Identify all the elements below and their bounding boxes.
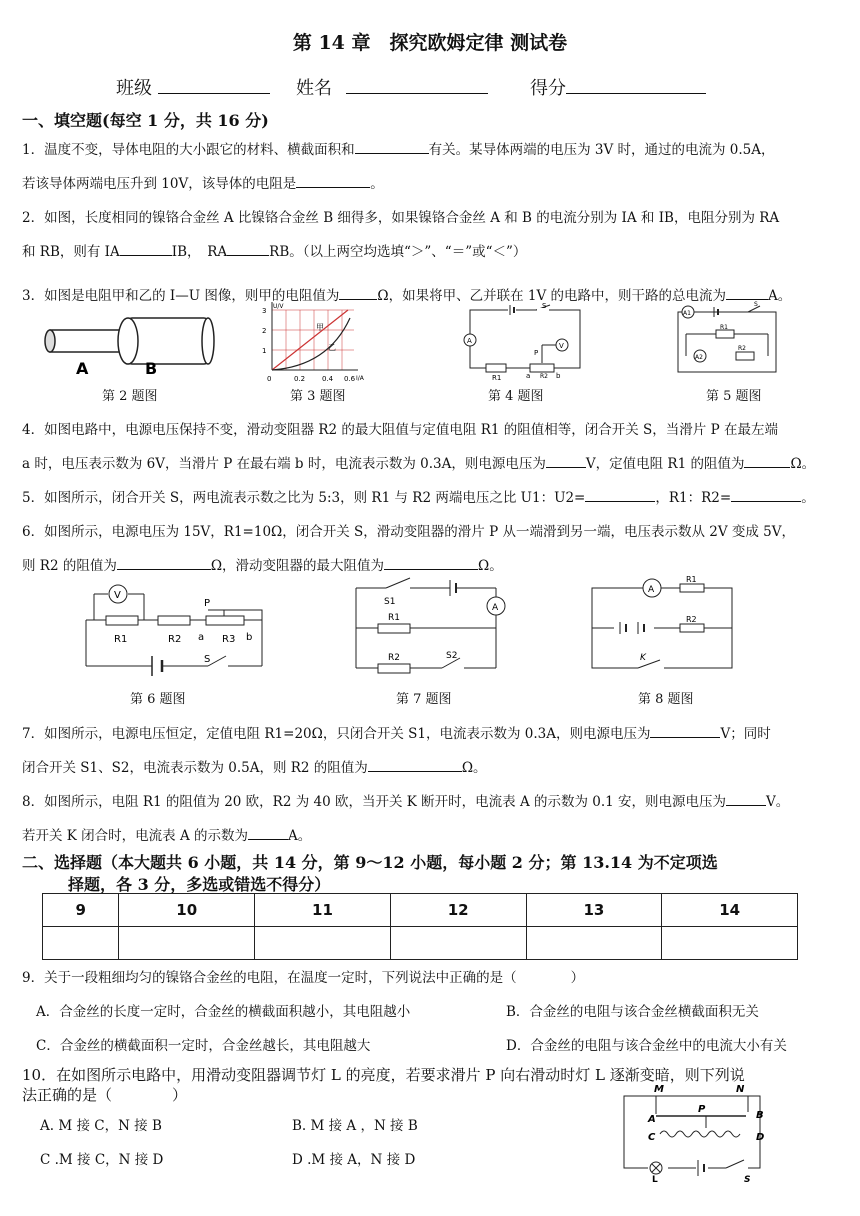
score-field: [530, 74, 706, 100]
svg-text:S: S: [542, 302, 547, 310]
svg-text:3: 3: [262, 307, 267, 315]
svg-text:M: M: [654, 1084, 664, 1095]
q10-line1: 10．在如图所示电路中，用滑动变阻器调节灯 L 的亮度，若要求滑片 P 向右滑动时灯 L 逐渐变暗，则下列说: [22, 1066, 745, 1084]
fig8-caption: 第 8 题图: [638, 692, 694, 707]
q10-option-a[interactable]: A. M 接 C，N 接 B: [40, 1118, 162, 1134]
svg-text:S2: S2: [446, 651, 458, 661]
svg-text:S: S: [754, 301, 758, 308]
fig7-caption: 第 7 题图: [396, 692, 452, 707]
fig8-circuit: [586, 574, 740, 674]
svg-text:B: B: [145, 359, 158, 378]
answer-cell[interactable]: [526, 927, 662, 960]
svg-text:a: a: [526, 372, 531, 380]
svg-text:1: 1: [262, 347, 267, 355]
svg-text:A: A: [648, 585, 655, 595]
svg-text:a: a: [198, 632, 205, 643]
q9-option-b[interactable]: B．合金丝的电阻与该合金丝横截面积无关: [506, 1004, 759, 1020]
fig2-caption: 第 2 题图: [102, 389, 158, 404]
svg-text:P: P: [534, 349, 539, 357]
fig3-caption: 第 3 题图: [290, 389, 346, 404]
svg-text:R2: R2: [540, 373, 548, 380]
fig10-circuit: [612, 1078, 772, 1184]
answer-cell[interactable]: [255, 927, 391, 960]
fig4-caption: 第 4 题图: [488, 389, 544, 404]
svg-text:S1: S1: [384, 597, 396, 607]
svg-text:I/A: I/A: [356, 375, 364, 382]
q7-line1: 7．如图所示，电源电压恒定，定值电阻 R1=20Ω，只闭合开关 S1，电流表示数为 0.3A，则电源电压为 V；同时: [22, 722, 771, 742]
svg-text:R1: R1: [720, 324, 728, 331]
name-label: 姓名: [296, 78, 332, 99]
svg-text:L: L: [652, 1175, 658, 1185]
q9-option-d[interactable]: D．合金丝的电阻与该合金丝中的电流大小有关: [506, 1038, 787, 1054]
q8-line2: 若开关 K 闭合时，电流表 A 的示数为 A。: [22, 824, 311, 844]
svg-text:0.2: 0.2: [294, 375, 306, 383]
fig6-circuit: [78, 576, 270, 676]
svg-text:N: N: [736, 1084, 745, 1095]
section2-heading-cont: 择题，各 3 分，多选或错选不得分）: [68, 875, 331, 894]
score-label: 得分: [530, 78, 566, 99]
fig6-caption: 第 6 题图: [130, 692, 186, 707]
name-blank[interactable]: [346, 79, 488, 94]
svg-text:b: b: [246, 632, 253, 643]
svg-text:A: A: [467, 337, 472, 345]
svg-text:0.6: 0.6: [344, 375, 356, 383]
svg-text:A: A: [648, 1114, 656, 1125]
svg-text:2: 2: [262, 327, 267, 335]
answer-header: 11: [255, 894, 391, 927]
answer-cell[interactable]: [390, 927, 526, 960]
fig2-wires: [40, 312, 220, 382]
q3-line: 3．如图是电阻甲和乙的 I—U 图像，则甲的电阻值为 Ω，如果将甲、乙并联在 1V 的电路中，则干路的总电流为 A。: [22, 284, 791, 304]
answer-header: 10: [119, 894, 255, 927]
answer-header: 13: [526, 894, 662, 927]
q2-line2: 和 RB，则有 IA IB， RA RB。（以上两空均选填“＞”、“＝”或“＜”）: [22, 240, 526, 260]
q4-line1: 4．如图电路中，电源电压保持不变，滑动变阻器 R2 的最大阻值与定值电阻 R1 的阻值相等，闭合开关 S，当滑片 P 在最左端: [22, 422, 778, 438]
svg-text:0: 0: [267, 375, 272, 383]
q7-line2: 闭合开关 S1、S2，电流表示数为 0.5A，则 R2 的阻值为 Ω。: [22, 756, 487, 776]
svg-text:P: P: [698, 1104, 706, 1115]
answer-header: 9: [43, 894, 119, 927]
svg-text:A: A: [76, 359, 89, 378]
svg-text:0.4: 0.4: [322, 375, 334, 383]
answer-cell[interactable]: [43, 927, 119, 960]
svg-text:b: b: [556, 372, 561, 380]
answer-header-row: [43, 894, 798, 927]
answer-header: 12: [390, 894, 526, 927]
svg-text:R2: R2: [738, 345, 746, 352]
q5-line: 5．如图所示，闭合开关 S，两电流表示数之比为 5:3，则 R1 与 R2 两端电压之比 U1：U2= ，R1：R2= 。: [22, 486, 815, 506]
q10-option-b[interactable]: B. M 接 A ，N 接 B: [292, 1118, 418, 1134]
fig5-caption: 第 5 题图: [706, 389, 762, 404]
q10-line2: 法正确的是（ ）: [22, 1086, 188, 1104]
class-blank[interactable]: [158, 79, 270, 94]
svg-text:R1: R1: [492, 374, 502, 382]
q9-option-a[interactable]: A．合金丝的长度一定时，合金丝的横截面积越小，其电阻越小: [36, 1004, 411, 1020]
fig4-circuit: [458, 300, 588, 382]
svg-text:C: C: [648, 1132, 656, 1143]
answer-row: [43, 927, 798, 960]
answer-cell[interactable]: [662, 927, 798, 960]
fig5-circuit: [664, 300, 794, 380]
svg-text:B: B: [756, 1110, 764, 1121]
name-field: [296, 74, 488, 100]
fig3-graph: [258, 300, 368, 386]
svg-text:R2: R2: [168, 634, 182, 645]
q1-line2: 若该导体两端电压升到 10V，该导体的电阻是 。: [22, 172, 384, 192]
q4-line2: a 时，电压表示数为 6V，当滑片 P 在最右端 b 时，电流表示数为 0.3A，则电源电压为 V，定值电阻 R1 的阻值为 Ω。: [22, 452, 815, 472]
section2-heading: 二、选择题（本大题共 6 小题，共 14 分，第 9～12 小题，每小题 2 分；第 13.14 为不定项选: [22, 853, 718, 872]
svg-text:P: P: [204, 598, 211, 609]
svg-text:A1: A1: [683, 310, 691, 317]
fig7-circuit: [346, 574, 516, 674]
svg-text:V: V: [559, 342, 564, 350]
svg-text:R3: R3: [222, 634, 236, 645]
svg-text:R2: R2: [686, 615, 697, 624]
class-field: [116, 74, 270, 100]
svg-text:A2: A2: [695, 354, 703, 361]
q10-option-c[interactable]: C .M 接 C，N 接 D: [40, 1152, 164, 1168]
answer-header: 14: [662, 894, 798, 927]
svg-text:R2: R2: [388, 653, 400, 663]
page-title: 第 14 章 探究欧姆定律 测试卷: [292, 32, 568, 54]
q9-stem: 9．关于一段粗细均匀的镍铬合金丝的电阻，在温度一定时，下列说法中正确的是（ ）: [22, 970, 585, 986]
answer-table: [42, 893, 798, 960]
answer-cell[interactable]: [119, 927, 255, 960]
svg-text:R1: R1: [686, 575, 697, 584]
q2-line1: 2．如图，长度相同的镍铬合金丝 A 比镍铬合金丝 B 细得多，如果镍铬合金丝 A 和 B 的电流分别为 IA 和 IB，电阻分别为 RA: [22, 210, 780, 226]
q10-option-d[interactable]: D .M 接 A，N 接 D: [292, 1152, 416, 1168]
q9-option-c[interactable]: C．合金丝的横截面积一定时，合金丝越长，其电阻越大: [36, 1038, 371, 1054]
svg-text:乙: 乙: [328, 343, 336, 352]
q8-line1: 8．如图所示，电阻 R1 的阻值为 20 欧，R2 为 40 欧，当开关 K 断开时，电流表 A 的示数为 0.1 安，则电源电压为 V。: [22, 790, 789, 810]
svg-text:S: S: [204, 654, 211, 665]
q6-line1: 6．如图所示，电源电压为 15V，R1=10Ω，闭合开关 S，滑动变阻器的滑片 P 从一端滑到另一端，电压表示数从 2V 变成 5V，: [22, 524, 795, 540]
q1-line1: 1．温度不变，导体电阻的大小跟它的材料、横截面积和 有关。某导体两端的电压为 3V 时，通过的电流为 0.5A，: [22, 138, 775, 158]
svg-text:R1: R1: [114, 634, 128, 645]
svg-text:D: D: [756, 1132, 765, 1143]
svg-text:U/V: U/V: [273, 303, 284, 310]
svg-text:S: S: [744, 1175, 751, 1185]
score-blank[interactable]: [566, 79, 706, 94]
svg-text:K: K: [640, 653, 646, 663]
svg-text:甲: 甲: [316, 323, 324, 332]
q6-line2: 则 R2 的阻值为 Ω，滑动变阻器的最大阻值为 Ω。: [22, 554, 503, 574]
svg-text:V: V: [114, 590, 121, 601]
section1-heading: 一、填空题(每空 1 分，共 16 分): [22, 111, 269, 130]
class-label: 班级: [116, 78, 152, 99]
svg-text:R1: R1: [388, 613, 400, 623]
svg-text:A: A: [492, 603, 499, 613]
